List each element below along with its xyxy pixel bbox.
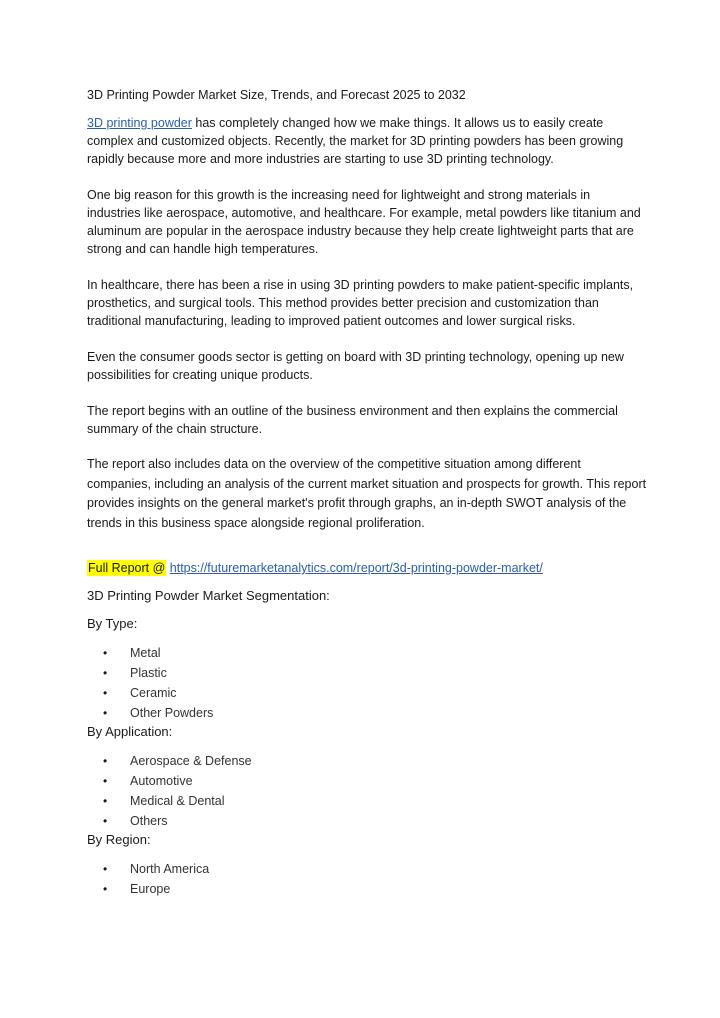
paragraph-competitive: The report also includes data on the overview of the competitive situation among different companies, including an analysis of the current market situation and prospects for growth. This report provides insights on the general market's profit through graphs, an in-depth SWOT analysis of the trends in this business space alongside regional proliferation. (87, 457, 647, 530)
list-item: • Automotive (87, 771, 647, 791)
full-report-label: Full Report @ (88, 561, 166, 575)
bullet-icon: • (103, 706, 108, 720)
intro-text: has completely changed how we make things. It allows us to easily create complex and customized objects. Recently, the market for 3D printing powders has been growing rapidly because more and more industries are starting to use 3D printing technology. (87, 116, 624, 166)
list-item: • Other Powders (87, 703, 647, 723)
bullet-icon: • (103, 646, 108, 660)
bullet-icon: • (103, 882, 108, 896)
by-type-list (87, 643, 647, 723)
bullet-icon: • (103, 794, 108, 808)
bullet-icon: • (103, 814, 108, 828)
bullet-icon: • (103, 666, 108, 680)
by-application-list (87, 751, 647, 831)
list-item: • Europe (87, 879, 647, 899)
bullet-icon: • (103, 754, 108, 768)
paragraph-consumer-goods: Even the consumer goods sector is getting on board with 3D printing technology, opening up new possibilities for creating unique products. (87, 350, 624, 382)
intro-paragraph (87, 114, 647, 168)
by-region-list (87, 859, 647, 899)
list-item: • Metal (87, 643, 647, 663)
by-application-heading: By Application: (87, 724, 173, 739)
bullet-icon: • (103, 774, 108, 788)
paragraph-growth: One big reason for this growth is the increasing need for lightweight and strong materials in industries like aerospace, automotive, and healthcare. For example, metal powders like titanium and aluminum are popular in the aerospace industry because they help create lightweight parts that are strong and can handle high temperatures. (87, 188, 641, 256)
full-report-line (87, 559, 647, 577)
list-item: • Others (87, 811, 647, 831)
document-title: 3D Printing Powder Market Size, Trends, and Forecast 2025 to 2032 (87, 88, 466, 102)
segmentation-heading: 3D Printing Powder Market Segmentation: (87, 588, 330, 603)
document-page (87, 86, 647, 899)
paragraph-report-outline: The report begins with an outline of the business environment and then explains the commercial summary of the chain structure. (87, 404, 618, 436)
full-report-link[interactable]: https://futuremarketanalytics.com/report/3d-printing-powder-market/ (169, 561, 543, 575)
list-item: • Ceramic (87, 683, 647, 703)
list-item: • Aerospace & Defense (87, 751, 647, 771)
list-item: • North America (87, 859, 647, 879)
paragraph-healthcare: In healthcare, there has been a rise in using 3D printing powders to make patient-specific implants, prosthetics, and surgical tools. This method provides better precision and customization than traditional manufacturing, leading to improved patient outcomes and lower surgical risks. (87, 278, 634, 328)
by-region-heading: By Region: (87, 832, 151, 847)
by-type-heading: By Type: (87, 616, 138, 631)
list-item: • Plastic (87, 663, 647, 683)
bullet-icon: • (103, 862, 108, 876)
list-item: • Medical & Dental (87, 791, 647, 811)
bullet-icon: • (103, 686, 108, 700)
intro-link[interactable]: 3D printing powder (87, 116, 192, 130)
